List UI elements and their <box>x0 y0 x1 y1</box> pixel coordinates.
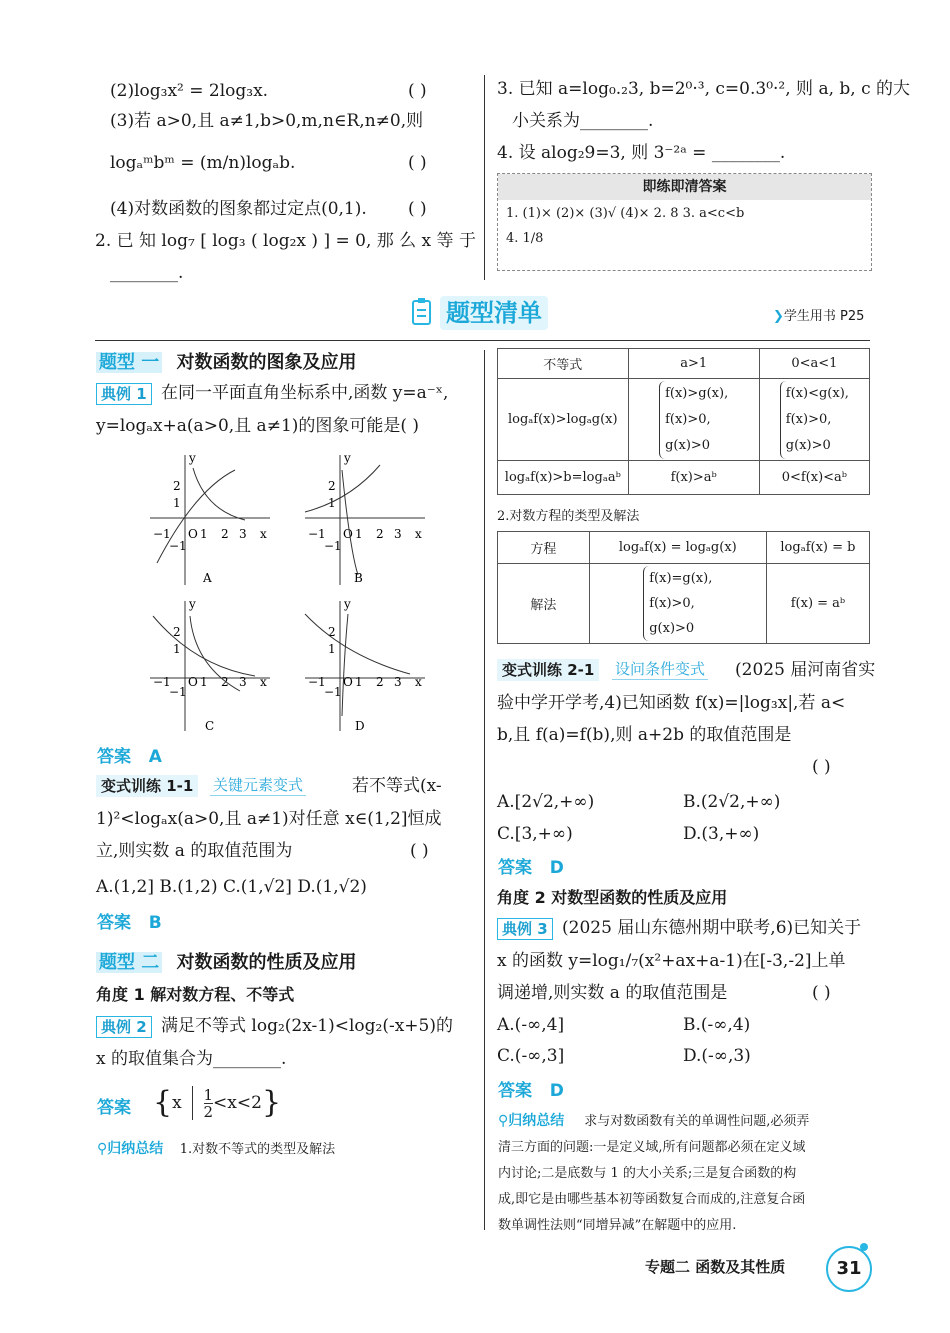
svg-text:x: x <box>260 527 267 541</box>
variant-2-optA: A.[2√2,+∞) <box>497 792 595 812</box>
graph-D <box>300 596 430 736</box>
table1-r1c2-brace <box>780 381 849 459</box>
paren-2: ( ) <box>408 81 427 101</box>
svg-text:1: 1 <box>200 675 208 689</box>
svg-text:B: B <box>354 571 363 585</box>
table1-r1c2-line1: f(x)<g(x), <box>785 385 849 401</box>
table1-r1c0: logₐf(x)>logₐg(x) <box>498 379 629 461</box>
table1-r1c2-line2: f(x)>0, <box>785 411 832 427</box>
svg-text:3: 3 <box>239 675 247 689</box>
variant-2-optD: D.(3,+∞) <box>683 824 760 844</box>
banner-rule <box>95 340 870 341</box>
table1-r1c1-line1: f(x)>g(x), <box>665 385 729 401</box>
inequality-table <box>497 348 870 495</box>
table1-r2c2: 0<f(x)<aᵇ <box>759 461 869 495</box>
svg-text:1: 1 <box>173 496 181 510</box>
svg-text:x: x <box>260 675 267 689</box>
stmt-2: (2)log₃x² = 2log₃x. <box>110 81 269 101</box>
table1-r1c1 <box>628 379 759 461</box>
page-dot <box>860 1243 868 1251</box>
summary-2-line1: 求与对数函数有关的单调性问题,必须弄 <box>584 1114 810 1129</box>
answer-1 <box>97 742 162 767</box>
example-3-optD: D.(-∞,3) <box>683 1046 751 1066</box>
svg-text:3: 3 <box>394 675 402 689</box>
example-1-tag: 典例 1 <box>96 383 152 405</box>
svg-text:x: x <box>415 527 422 541</box>
svg-text:y: y <box>344 597 351 611</box>
svg-text:1: 1 <box>173 642 181 656</box>
example-2-text-1: 满足不等式 log₂(2x-1)<log₂(-x+5)的 <box>161 1016 453 1036</box>
answer-2-den: 2 <box>203 1102 214 1121</box>
clipboard-icon <box>408 298 436 328</box>
svg-text:2: 2 <box>328 479 336 493</box>
answer-1-1-label: 答案 <box>97 913 131 933</box>
svg-text:2: 2 <box>221 527 229 541</box>
svg-text:O: O <box>188 527 198 541</box>
section-banner <box>408 296 558 332</box>
example-3-text-1: (2025 届山东德州期中联考,6)已知关于 <box>562 918 862 938</box>
blank-2: ________. <box>110 263 184 283</box>
stmt-3: (3)若 a>0,且 a≠1,b>0,m,n∈R,n≠0,则 <box>110 111 424 131</box>
angle-1-title: 角度 1 解对数方程、不等式 <box>96 985 295 1004</box>
svg-text:y: y <box>189 597 196 611</box>
table2-caption: 2.对数方程的类型及解法 <box>497 509 640 524</box>
paren-4: ( ) <box>408 199 427 219</box>
svg-text:x: x <box>415 675 422 689</box>
table2-h0: 方程 <box>498 532 590 564</box>
summary-2 <box>498 1108 870 1239</box>
svg-text:C: C <box>205 719 215 733</box>
key-icon: ⚲ <box>498 1113 509 1129</box>
chevron-right-icon: ❯ <box>773 309 784 324</box>
answer-1-1 <box>97 908 162 933</box>
table1-r2c1: f(x)>aᵇ <box>628 461 759 495</box>
summary-2-line3: 内讨论;二是底数与 1 的大小关系;三是复合函数的构 <box>498 1166 797 1181</box>
table2-r1c1-line1: f(x)=g(x), <box>649 571 713 586</box>
table1-r1c1-line2: f(x)>0, <box>665 411 711 427</box>
svg-text:3: 3 <box>239 527 247 541</box>
svg-text:1: 1 <box>355 675 363 689</box>
summary-1-tag-text: 归纳总结 <box>107 1141 164 1157</box>
svg-text:−1: −1 <box>169 685 187 699</box>
svg-text:2: 2 <box>376 527 384 541</box>
svg-text:D: D <box>355 719 365 733</box>
answer-2-1-value: D <box>549 858 564 878</box>
summary-2-line4: 成,即它是由哪些基本初等函数复合而成的,注意复合函 <box>498 1192 806 1207</box>
variant-1-text-2: 1)²<logₐx(a>0,且 a≠1)对任意 x∈(1,2]恒成 <box>96 809 442 829</box>
table1-r1c2 <box>759 379 869 461</box>
svg-text:−1: −1 <box>308 527 326 541</box>
table1-r1c2-line3: g(x)>0 <box>785 437 831 453</box>
svg-text:y: y <box>344 451 351 465</box>
table2-r1c1 <box>589 564 766 644</box>
table1-h2: 0<a<1 <box>759 349 869 379</box>
answer-3-label: 答案 <box>498 1081 532 1101</box>
answer-box-title: 即练即清答案 <box>498 174 871 200</box>
svg-text:−1: −1 <box>153 527 171 541</box>
svg-text:1: 1 <box>328 642 336 656</box>
key-icon: ⚲ <box>97 1141 108 1157</box>
example-3-tag: 典例 3 <box>497 918 553 940</box>
variant-2-optC: C.[3,+∞) <box>497 824 573 844</box>
svg-text:O: O <box>188 675 198 689</box>
svg-text:A: A <box>203 571 212 585</box>
example-3-text-3: 调递增,则实数 a 的取值范围是 <box>497 983 728 1003</box>
answer-2-1 <box>498 853 564 878</box>
svg-text:1: 1 <box>355 527 363 541</box>
equation-table <box>497 531 870 644</box>
svg-text:O: O <box>343 527 353 541</box>
answer-line-2: 4. 1/8 <box>506 231 544 246</box>
variant-2-paren: ( ) <box>812 757 831 777</box>
graph-A <box>145 450 275 590</box>
svg-text:2: 2 <box>173 479 181 493</box>
table2-r1c1-brace <box>643 566 712 641</box>
table1-r2c0: logₐf(x)>b=logₐaᵇ <box>498 461 629 495</box>
table2-r1c1-line2: f(x)>0, <box>649 596 695 611</box>
summary-2-tag-text: 归纳总结 <box>508 1113 565 1129</box>
svg-text:2: 2 <box>173 625 181 639</box>
variant-2-optB: B.(2√2,+∞) <box>683 792 781 812</box>
footer-chapter: 专题二 函数及其性质 <box>645 1258 786 1276</box>
svg-text:−1: −1 <box>153 675 171 689</box>
svg-text:−1: −1 <box>308 675 326 689</box>
svg-text:3: 3 <box>394 527 402 541</box>
question-2: 2. 已 知 log₇ [ log₃ ( log₂x ) ] = 0, 那 么 x 等 于 <box>95 231 476 251</box>
variant-2-text-1: (2025 届河南省实 <box>735 660 876 680</box>
variant-2-text-2: 验中学开学考,4)已知函数 f(x)=|log₃x|,若 a< <box>497 693 846 713</box>
svg-text:O: O <box>343 675 353 689</box>
table2-h2: logₐf(x) = b <box>766 532 869 564</box>
sec2-label: 题型 二 <box>96 952 162 973</box>
summary-1 <box>97 1138 335 1158</box>
svg-text:−1: −1 <box>324 539 342 553</box>
banner-title: 题型清单 <box>440 296 548 330</box>
page-number-circle <box>826 1246 872 1292</box>
svg-text:−1: −1 <box>324 685 342 699</box>
answer-2-num: 1 <box>203 1085 214 1104</box>
table2-r1c0: 解法 <box>498 564 590 644</box>
answer-3-value: D <box>549 1081 564 1101</box>
table1-r1c1-line3: g(x)>0 <box>665 437 711 453</box>
svg-text:y: y <box>189 451 196 465</box>
sec2-title: 对数函数的性质及应用 <box>176 952 357 973</box>
column-divider-2 <box>484 350 485 1230</box>
table2-h1: logₐf(x) = logₐg(x) <box>589 532 766 564</box>
book-ref-text: 学生用书 P25 <box>783 309 865 324</box>
sec1-heading <box>96 348 357 374</box>
answer-2-label: 答案 <box>97 1098 131 1118</box>
summary-2-line5: 数单调性法则“同增异减”在解题中的应用. <box>498 1218 737 1233</box>
example-2-text-2: x 的取值集合为________. <box>96 1049 287 1069</box>
example-1-text-2: y=logₐx+a(a>0,且 a≠1)的图象可能是( ) <box>96 416 420 436</box>
example-3-optA: A.(-∞,4] <box>497 1015 565 1035</box>
svg-text:−1: −1 <box>169 539 187 553</box>
svg-text:2: 2 <box>376 675 384 689</box>
table1-r1c1-brace <box>659 381 728 459</box>
stmt-3-formula: logₐᵐbᵐ = (m/n)logₐb. <box>110 153 296 173</box>
question-3-cont: 小关系为________. <box>512 111 654 131</box>
table1-h0: 不等式 <box>498 349 629 379</box>
variant-1-paren: ( ) <box>410 841 429 861</box>
paren-3: ( ) <box>408 153 427 173</box>
question-3: 3. 已知 a=log₀.₂3, b=2⁰·³, c=0.3⁰·², 则 a, b, c 的大 <box>497 79 911 99</box>
variant-1-kind: 关键元素变式 <box>210 775 306 796</box>
answer-box <box>497 173 872 271</box>
answer-2-1-label: 答案 <box>498 858 532 878</box>
example-3-optB: B.(-∞,4) <box>683 1015 751 1035</box>
summary-1-tag <box>97 1141 163 1157</box>
svg-text:1: 1 <box>328 496 336 510</box>
graph-C <box>145 596 275 736</box>
sec1-title: 对数函数的图象及应用 <box>176 352 357 373</box>
graph-B <box>300 450 430 590</box>
svg-text:2: 2 <box>328 625 336 639</box>
table2-r1c1-line3: g(x)>0 <box>649 621 695 636</box>
angle-2-title: 角度 2 对数型函数的性质及应用 <box>497 888 728 907</box>
example-3-text-2: x 的函数 y=log₁/₇(x²+ax+a-1)在[-3,-2]上单 <box>497 951 846 971</box>
variant-2-kind: 设问条件变式 <box>612 659 708 680</box>
book-ref <box>773 305 864 324</box>
variant-1-options: A.(1,2] B.(1,2) C.(1,√2] D.(1,√2) <box>96 877 367 897</box>
variant-1-text-1: 若不等式(x- <box>352 776 442 796</box>
svg-text:2: 2 <box>221 675 229 689</box>
summary-2-tag <box>498 1113 564 1129</box>
answer-line-1: 1. (1)× (2)× (3)√ (4)× 2. 8 3. a<c<b <box>506 206 745 221</box>
answer-3 <box>498 1076 564 1101</box>
sec1-label: 题型 一 <box>96 352 162 373</box>
table2-r1c2: f(x) = aᵇ <box>766 564 869 644</box>
summary-1-text: 1.对数不等式的类型及解法 <box>179 1142 336 1157</box>
example-1-text-1: 在同一平面直角坐标系中,函数 y=a⁻ˣ, <box>161 383 449 403</box>
summary-2-line2: 清三方面的问题:一是定义域,所有问题都必须在定义域 <box>498 1140 806 1155</box>
answer-1-label: 答案 <box>97 747 131 767</box>
table1-h1: a>1 <box>628 349 759 379</box>
sec2-heading <box>96 948 357 974</box>
variant-2-text-3: b,且 f(a)=f(b),则 a+2b 的取值范围是 <box>497 725 792 745</box>
variant-1-text-3: 立,则实数 a 的取值范围为 <box>96 841 293 861</box>
variant-2-tag: 变式训练 2-1 <box>497 659 599 681</box>
page-number: 31 <box>836 1258 862 1279</box>
answer-2-set: {x $\frac{1}{2}$ <x<2} <box>153 1085 282 1121</box>
svg-text:1: 1 <box>200 527 208 541</box>
answer-1-value: A <box>148 747 162 767</box>
column-divider <box>484 75 485 280</box>
question-4: 4. 设 alog₂9=3, 则 3⁻²ᵃ = ________. <box>497 143 786 163</box>
variant-1-tag: 变式训练 1-1 <box>96 775 198 797</box>
answer-2-tail: <x<2 <box>213 1093 262 1113</box>
answer-2-var: x <box>172 1093 182 1113</box>
stmt-4: (4)对数函数的图象都过定点(0,1). <box>110 199 367 219</box>
example-2-tag: 典例 2 <box>96 1016 152 1038</box>
example-3-optC: C.(-∞,3] <box>497 1046 565 1066</box>
answer-1-1-value: B <box>148 913 162 933</box>
example-3-paren: ( ) <box>812 983 831 1003</box>
